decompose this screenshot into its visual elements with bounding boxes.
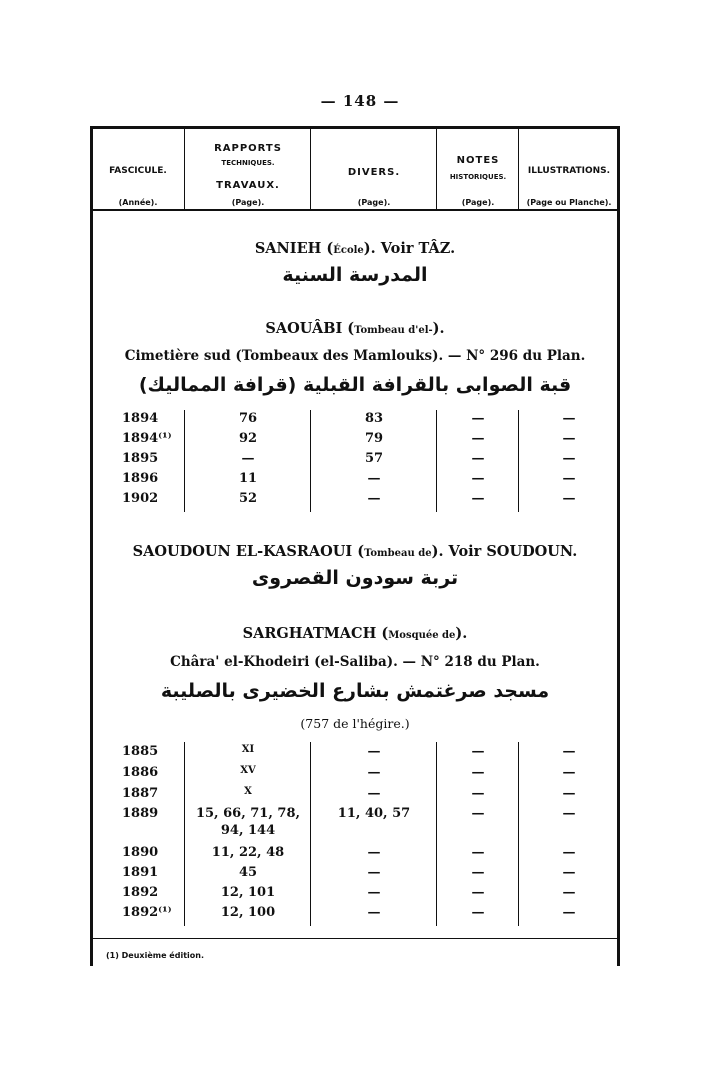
cell-year: 1894 [122, 411, 159, 426]
cell-rapports: 12, 100 [220, 905, 276, 920]
cell-notes: — [471, 786, 485, 801]
cell-rapports: X [244, 786, 252, 797]
cell-rapports: 76 [238, 411, 258, 426]
arabic-saouabi: قبة الصوابى بالقرافة القبلية (قرافة المماليك) [138, 374, 572, 396]
cell-notes: — [471, 865, 485, 880]
header-rapports-sub: (Page). [231, 198, 265, 207]
cell-year: 1886 [122, 765, 159, 780]
cell-illustrations: — [562, 431, 576, 446]
header-divers [312, 128, 436, 208]
cell-notes: — [471, 885, 485, 900]
cell-divers: — [367, 471, 381, 486]
table-row [0, 845, 720, 865]
header-rapports-line3: TRAVAUX. [216, 180, 280, 191]
cell-year: 1896 [122, 471, 159, 486]
table-row [0, 471, 720, 491]
cell-notes: — [471, 765, 485, 780]
header-rapports [186, 128, 310, 208]
cell-year: 1887 [122, 786, 159, 801]
cell-divers: — [367, 865, 381, 880]
cell-illustrations: — [562, 411, 576, 426]
cell-year: 1895 [122, 451, 159, 466]
header-divers-sub: (Page). [357, 198, 391, 207]
cell-illustrations: — [562, 471, 576, 486]
header-fascicule-label: FASCICULE. [109, 166, 167, 176]
header-rapports-line2: TECHNIQUES. [221, 159, 275, 167]
table-row [0, 491, 720, 511]
header-divider [310, 128, 311, 209]
cell-year: 1885 [122, 744, 159, 759]
cell-rapports: 12, 101 [220, 885, 276, 900]
header-fascicule-sub: (Année). [118, 198, 158, 207]
arabic-sarghatmach: مسجد صرغتمش بشارع الخضيرى بالصليبة [160, 680, 550, 702]
cell-rapports: XI [241, 744, 255, 755]
cell-year: 1891 [122, 865, 159, 880]
cell-illustrations: — [562, 491, 576, 506]
cell-divers: 57 [364, 451, 384, 466]
header-notes-line2: HISTORIQUES. [449, 173, 507, 181]
cell-illustrations: — [562, 845, 576, 860]
cell-divers: 11, 40, 57 [337, 806, 411, 821]
table-row [0, 411, 720, 431]
cell-notes: — [471, 845, 485, 860]
arabic-sanieh: المدرسة السنية [282, 264, 428, 286]
cell-notes: — [471, 451, 485, 466]
entry-sub-saouabi: Cimetière sud (Tombeaux des Mamlouks). — N° 296 du Plan. [124, 348, 586, 364]
cell-illustrations: — [562, 744, 576, 759]
header-rapports-line1: RAPPORTS [214, 143, 282, 154]
cell-illustrations: — [562, 451, 576, 466]
header-rule [90, 209, 620, 211]
cell-year: 1890 [122, 845, 159, 860]
header-notes-sub: (Page). [461, 198, 495, 207]
cell-notes: — [471, 411, 485, 426]
table-row [0, 786, 720, 806]
arabic-saoudoun: تربة سودون القصروى [251, 567, 459, 589]
cell-divers: — [367, 845, 381, 860]
cell-rapports: 11, 22, 48 [211, 845, 285, 860]
entry-title-saouabi: SAOUÂBI (Tombeau d'el-). [265, 320, 445, 337]
header-illustrations-sub: (Page ou Planche). [526, 198, 612, 207]
table-row [0, 431, 720, 451]
cell-notes: — [471, 431, 485, 446]
header-notes [438, 128, 518, 208]
cell-divers: — [367, 744, 381, 759]
table-row [0, 865, 720, 885]
cell-year: 1902 [122, 491, 159, 506]
cell-rapports: 92 [238, 431, 258, 446]
entry-title-saoudoun: SAOUDOUN EL-KASRAOUI (Tombeau de). Voir SOUDOUN. [132, 543, 578, 560]
cell-notes: — [471, 806, 485, 821]
table-row [0, 765, 720, 785]
table-row [0, 905, 720, 925]
entry-sub-sarghatmach: Châra' el-Khodeiri (el-Saliba). — N° 218 du Plan. [170, 654, 540, 670]
entry-title-sarghatmach: SARGHATMACH (Mosquée de). [242, 625, 468, 642]
header-divider [436, 128, 437, 209]
footnote: (1) Deuxième édition. [106, 951, 204, 960]
cell-rapports: XV [240, 765, 256, 776]
cell-illustrations: — [562, 905, 576, 920]
cell-illustrations: — [562, 786, 576, 801]
page-number: — 148 — [320, 92, 400, 110]
table-row [0, 451, 720, 471]
cell-year: 1892⁽¹⁾ [122, 905, 172, 920]
header-divider [518, 128, 519, 209]
cell-illustrations: — [562, 865, 576, 880]
cell-rapports: 52 [238, 491, 258, 506]
header-fascicule [92, 128, 184, 208]
cell-rapports: 45 [238, 865, 258, 880]
cell-rapports: 15, 66, 71, 78, [195, 806, 301, 821]
footnote-rule [90, 938, 620, 939]
cell-divers: — [367, 491, 381, 506]
header-illustrations [520, 128, 618, 208]
cell-year: 1894⁽¹⁾ [122, 431, 172, 446]
cell-notes: — [471, 471, 485, 486]
hegira-note: (757 de l'hégire.) [300, 716, 410, 731]
cell-rapports-cont: 94, 144 [220, 823, 276, 838]
table-row [0, 806, 720, 846]
cell-year: 1889 [122, 806, 159, 821]
table-row [0, 744, 720, 764]
cell-divers: — [367, 786, 381, 801]
cell-rapports: 11 [238, 471, 258, 486]
cell-rapports: — [241, 451, 255, 466]
table-row [0, 885, 720, 905]
cell-divers: 83 [364, 411, 384, 426]
cell-illustrations: — [562, 885, 576, 900]
cell-divers: — [367, 905, 381, 920]
header-notes-line1: NOTES [456, 155, 500, 166]
cell-divers: — [367, 765, 381, 780]
cell-notes: — [471, 744, 485, 759]
cell-illustrations: — [562, 806, 576, 821]
header-divider [184, 128, 185, 209]
entry-title-sanieh: SANIEH (École). Voir TÂZ. [254, 240, 456, 257]
header-divers-label: DIVERS. [347, 167, 401, 178]
cell-year: 1892 [122, 885, 159, 900]
cell-notes: — [471, 491, 485, 506]
cell-divers: — [367, 885, 381, 900]
cell-notes: — [471, 905, 485, 920]
cell-divers: 79 [364, 431, 384, 446]
header-illustrations-label: ILLUSTRATIONS. [527, 166, 611, 176]
cell-illustrations: — [562, 765, 576, 780]
